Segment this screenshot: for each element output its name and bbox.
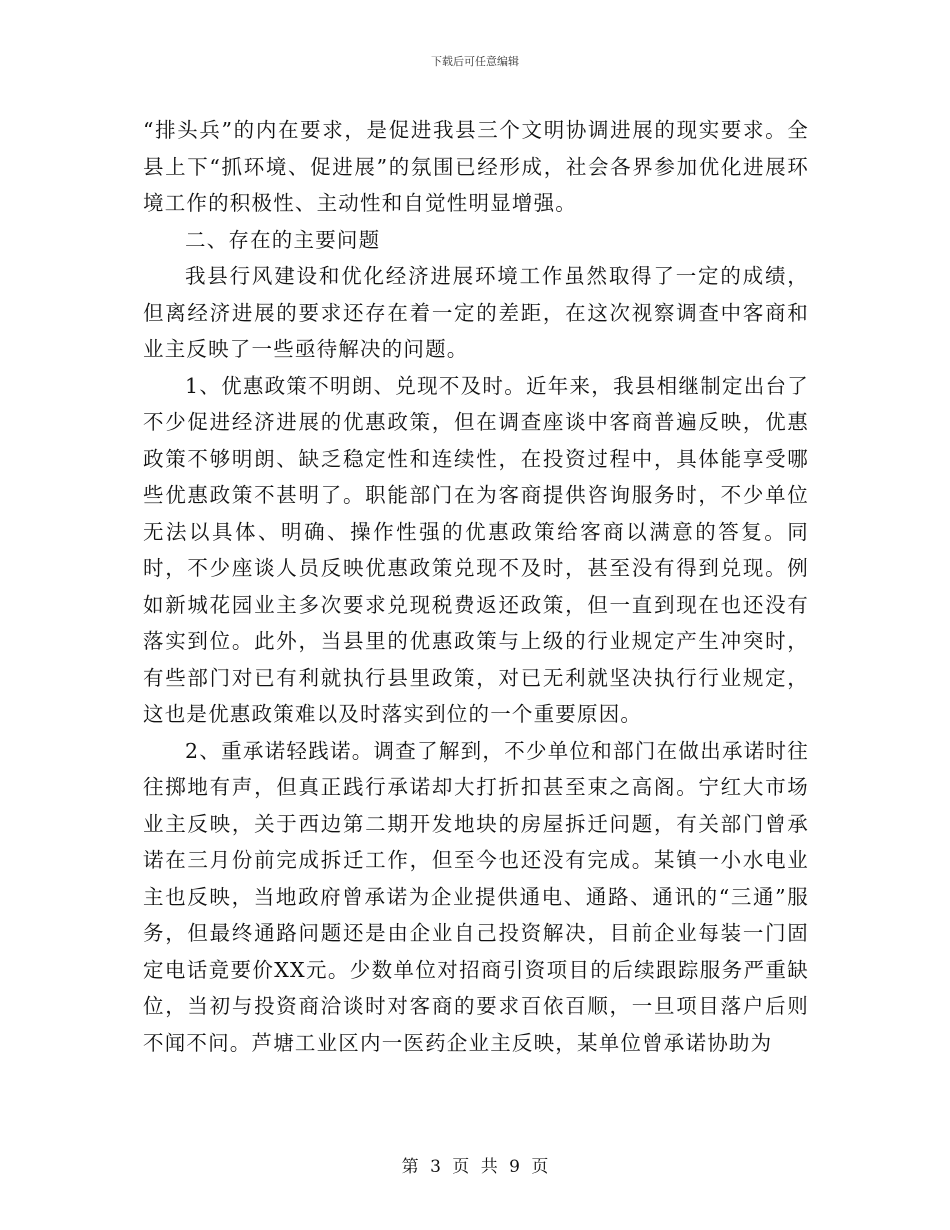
footer-suffix: 页 [531, 1157, 549, 1177]
document-body [143, 112, 809, 1061]
current-page-number: 3 [430, 1157, 441, 1177]
total-pages-number: 9 [509, 1157, 520, 1177]
paragraph-intro: 我县行风建设和优化经济进展环境工作虽然取得了一定的成绩，但离经济进展的要求还存在着一定的差距，在这次视察调查中客商和业主反映了一些亟待解决的问题。 [143, 264, 809, 361]
section-heading: 二、存在的主要问题 [185, 227, 381, 252]
page-header-note: 下载后可任意编辑 [431, 55, 519, 68]
footer-total-word: 共 [480, 1157, 498, 1177]
paragraph-continuation: “排头兵”的内在要求，是促进我县三个文明协调进展的现实要求。全县上下“抓环境、促进展”的氛围已经形成，社会各界参加优化进展环境工作的积极性、主动性和自觉性明显增强。 [143, 118, 809, 215]
page-footer [0, 1152, 950, 1177]
paragraph-issue-2: 2、重承诺轻践诺。调查了解到，不少单位和部门在做出承诺时往往掷地有声，但真正践行承诺却大打折扣甚至束之高阁。宁红大市场业主反映，关于西边第二期开发地块的房屋拆迁问题，有关部门曾承诺在三月份前完成拆迁工作，但至今也还没有完成。某镇一小水电业主也反映，当地政府曾承诺为企业提供通电、通路、通讯的“三通”服务，但最终通路问题还是由企业自己投资解决，目前企业每装一门固定电话竟要价XX元。少数单位对招商引资项目的后续跟踪服务严重缺位，当初与投资商洽谈时对客商的要求百依百顺，一旦项目落户后则不闻不问。芦塘工业区内一医药企业主反映，某单位曾承诺协助为 [143, 738, 809, 1055]
paragraph-issue-1: 1、优惠政策不明朗、兑现不及时。近年来，我县相继制定出台了不少促进经济进展的优惠政策，但在调查座谈中客商普遍反映，优惠政策不够明朗、缺乏稳定性和连续性，在投资过程中，具体能享受哪些优惠政策不甚明了。职能部门在为客商提供咨询服务时，不少单位无法以具体、明确、操作性强的优惠政策给客商以满意的答复。同时，不少座谈人员反映优惠政策兑现不及时，甚至没有得到兑现。例如新城花园业主多次要求兑现税费返还政策，但一直到现在也还没有落实到位。此外，当县里的优惠政策与上级的行业规定产生冲突时，有些部门对已有利就执行县里政策，对已无利就坚决执行行业规定，这也是优惠政策难以及时落实到位的一个重要原因。 [143, 373, 809, 726]
footer-page-word: 页 [452, 1157, 470, 1177]
footer-prefix: 第 [401, 1157, 419, 1177]
